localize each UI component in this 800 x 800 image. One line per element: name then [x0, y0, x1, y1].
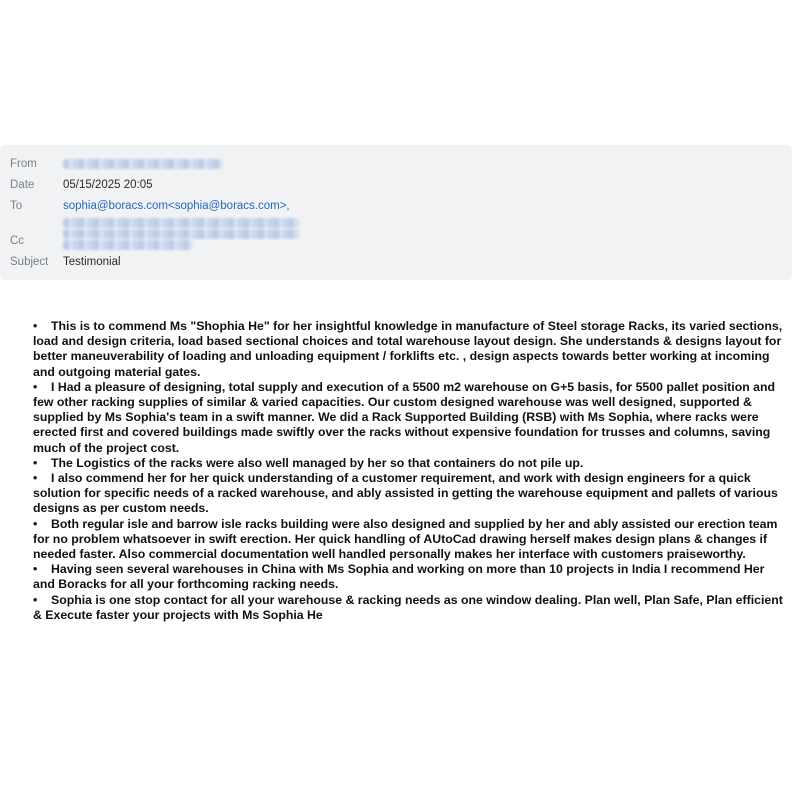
list-item	[33, 562, 785, 592]
paragraph-text: The Logistics of the racks were also well managed by her so that containers do not pile up.	[51, 455, 584, 470]
subject-value: Testimonial	[63, 256, 121, 268]
list-item	[33, 471, 785, 517]
cc-label: Cc	[10, 235, 25, 247]
list-item	[33, 593, 785, 623]
paragraph-text: I Had a pleasure of designing, total supply and execution of a 5500 m2 warehouse on G+5 basis, for 5500 pallet position and few other racking supplies of similar & varied capacities. Our custom designed warehouse was well designed, supported & supplied by Ms Sophia's team in a swift manner. We did a Rack Supported Building (RSB) with Ms Sophia, where racks were erected first and covered buildings made swiftly over the racks without expensive foundation for trusses and columns, saving much of the project cost.	[33, 379, 775, 455]
list-item	[33, 517, 785, 563]
date-label: Date	[10, 179, 35, 191]
paragraph-text: Both regular isle and barrow isle racks building were also designed and supplied by her and ably assisted our erection team for no problem whatsoever in swift erection. Her quick handling of AUtoCad drawing herself makes design plans & changes if needed faster. Also commercial documentation well handled personally makes her interface with customers praiseworthy.	[33, 516, 778, 562]
date-value: 05/15/2025 20:05	[63, 179, 153, 191]
bullet: •	[33, 516, 38, 531]
to-redacted	[63, 218, 299, 228]
list-item	[33, 319, 785, 380]
bullet: •	[33, 455, 38, 470]
bullet: •	[33, 562, 38, 577]
paragraph-text: Having seen several warehouses in China with Ms Sophia and working on more than 10 projects in India I recommend Her and Boracks for all your forthcoming racking needs.	[33, 562, 765, 592]
from-redacted	[63, 159, 223, 169]
subject-label: Subject	[10, 256, 49, 268]
bullet: •	[33, 471, 38, 486]
email-header	[0, 145, 792, 280]
cc-redacted-2	[63, 240, 193, 250]
testimonial-list	[33, 319, 785, 623]
bullet: •	[33, 319, 38, 333]
paragraph-text: I also commend her for her quick understanding of a customer requirement, and work with design engineers for a quick solution for specific needs of a racked warehouse, and ably assisted in getting the warehouse equipment and pallets of various designs as per custom needs.	[33, 471, 778, 516]
email-body	[33, 319, 785, 623]
list-item	[33, 456, 785, 471]
bullet: •	[33, 379, 38, 394]
paragraph-text: Sophia is one stop contact for all your warehouse & racking needs as one window dealing. Plan well, Plan Safe, Plan efficient & Execute faster your projects with Ms Sophia He	[33, 592, 783, 622]
to-label: To	[10, 200, 23, 212]
list-item	[33, 380, 785, 456]
cc-redacted-1	[63, 229, 299, 239]
bullet: •	[33, 592, 38, 607]
paragraph-text: This is to commend Ms "Shophia He" for her insightful knowledge in manufacture of Steel storage Racks, its varied sections, load and design criteria, load based sectional choices and total warehouse layout design. She understands & designs layout for better maneuverability of loading and unloading equipment / forklifts etc. , design aspects towards better working at incoming and outgoing material gates.	[33, 319, 783, 379]
to-recipient-link[interactable]: sophia@boracs.com<sophia@boracs.com>,	[63, 200, 290, 212]
from-label: From	[10, 158, 37, 170]
